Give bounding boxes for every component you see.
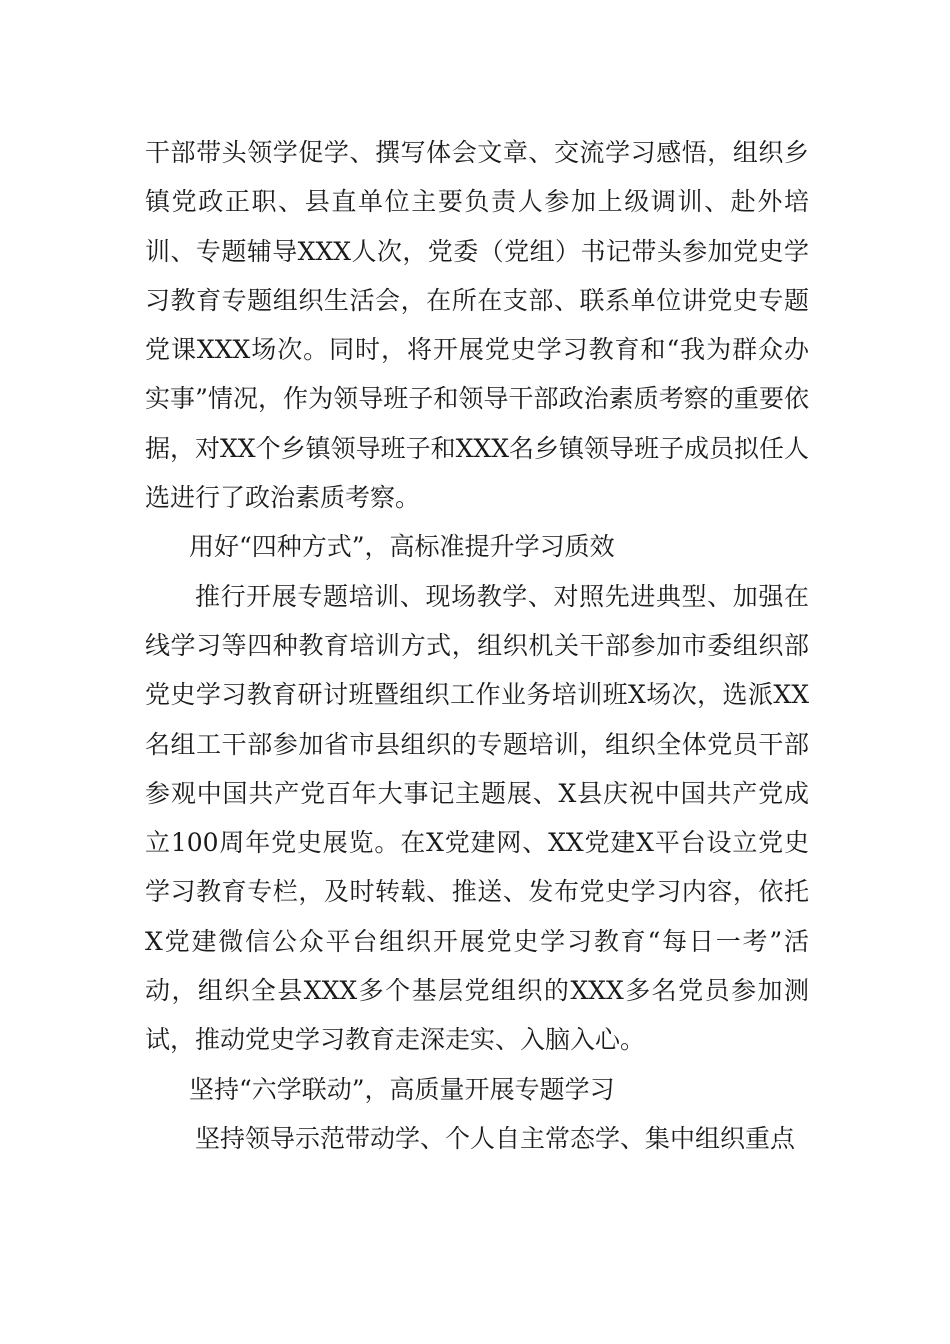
section-heading-four-methods: 用好“四种方式”，高标准提升学习质效 [189,532,615,562]
section-heading-six-linkage: 坚持“六学联动”，高质量开展专题学习 [189,1074,615,1104]
document-body [145,128,809,1163]
paragraph-four-methods: 推行开展专题培训、现场教学、对照先进典型、加强在线学习等四种教育培训方式，组织机关干部参加市委组织部党史学习教育研讨班暨组织工作业务培训班X场次，选派XX名组工干部参加省市县组织的专题培训，组织全体党员干部参观中国共产党百年大事记主题展、X县庆祝中国共产党成立100周年党史展览。在X党建网、XX党建X平台设立党史学习教育专栏，及时转载、推送、发布党史学习内容，依托X党建微信公众平台组织开展党史学习教育“每日一考”活动，组织全县XXX多个基层党组织的XXX多名党员参加测试，推动党史学习教育走深走实、入脑入心。 [145,581,809,1055]
paragraph-continued: 干部带头领学促学、撰写体会文章、交流学习感悟，组织乡镇党政正职、县直单位主要负责人参加上级调训、赴外培训、专题辅导XXX人次，党委（党组）书记带头参加党史学习教育专题组织生活会，在所在支部、联系单位讲党史专题党课XXX场次。同时，将开展党史学习教育和“我为群众办实事”情况，作为领导班子和领导干部政治素质考察的重要依据，对XX个乡镇领导班子和XXX名乡镇领导班子成员拟任人选进行了政治素质考察。 [145,138,809,513]
paragraph-six-linkage: 坚持领导示范带动学、个人自主常态学、集中组织重点 [195,1123,796,1153]
